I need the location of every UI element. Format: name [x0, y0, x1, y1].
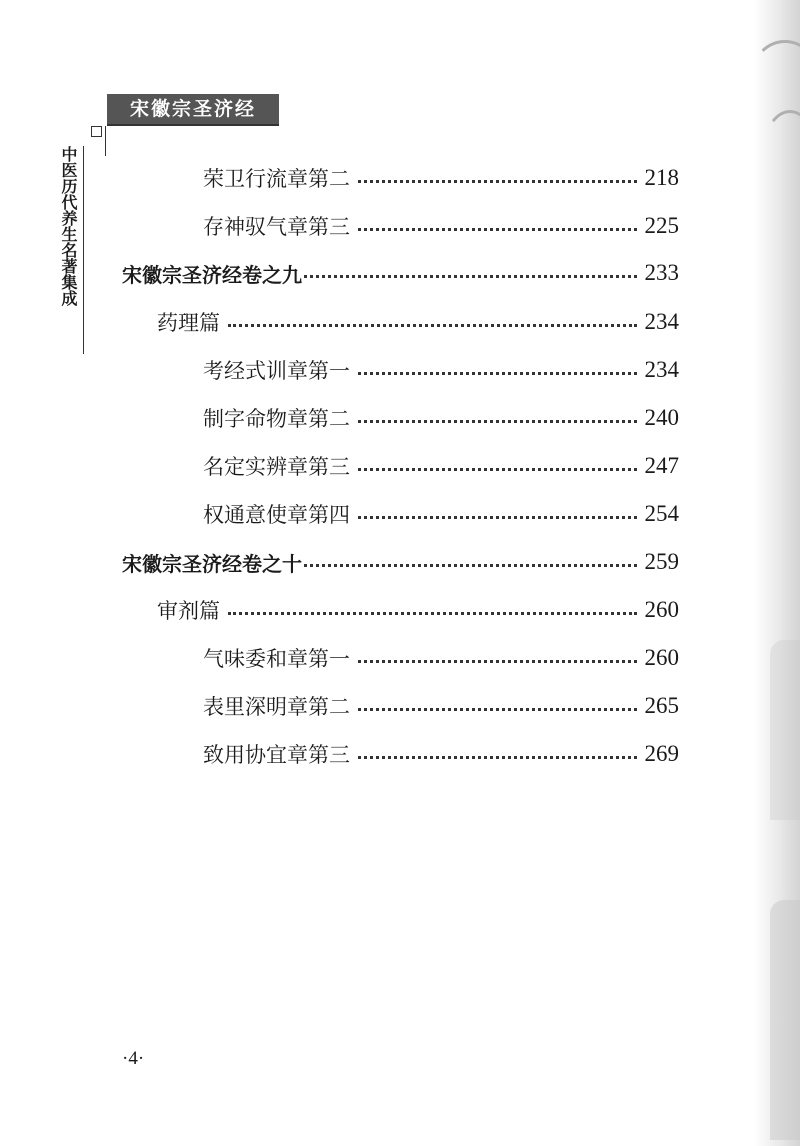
page-number: ·4·	[122, 1048, 145, 1069]
swirl-ornament	[762, 110, 800, 196]
swirl-ornament	[752, 40, 800, 106]
toc-entry-label: 致用协宜章第三	[203, 743, 350, 767]
toc-entry-label: 荣卫行流章第二	[203, 167, 350, 191]
side-rule	[83, 146, 85, 354]
dot-leader	[358, 372, 637, 375]
toc-entry-page: 247	[644, 453, 679, 478]
dot-leader	[358, 756, 637, 759]
toc-entry-label: 制字命物章第二	[203, 407, 350, 431]
toc-volume-entry[interactable]	[122, 547, 679, 577]
toc-entry[interactable]	[203, 739, 679, 769]
toc-entry-label: 药理篇	[157, 311, 220, 335]
dot-leader	[304, 564, 637, 567]
toc-volume-entry[interactable]	[122, 258, 679, 288]
toc-entry-page: 260	[644, 645, 679, 670]
toc-entry[interactable]	[203, 691, 679, 721]
toc-section-entry[interactable]	[157, 595, 679, 625]
dot-leader	[358, 660, 637, 663]
toc-entry-page: 259	[644, 549, 679, 574]
toc-entry-label: 权通意使章第四	[203, 503, 350, 527]
toc-entry-page: 234	[644, 309, 679, 334]
toc-entry[interactable]	[203, 403, 679, 433]
dot-leader	[358, 708, 637, 711]
dot-leader	[358, 468, 637, 471]
frame-rule	[105, 126, 106, 156]
toc-entry-page: 234	[644, 357, 679, 382]
dot-leader	[228, 324, 637, 327]
dot-leader	[358, 420, 637, 423]
toc-entry-label: 存神驭气章第三	[203, 215, 350, 239]
toc-entry[interactable]	[203, 451, 679, 481]
header-rule	[107, 124, 279, 126]
page-edge-decoration	[754, 0, 800, 1146]
dot-leader	[358, 516, 637, 519]
toc-entry-page: 233	[644, 260, 679, 285]
toc-entry[interactable]	[203, 499, 679, 529]
dot-leader	[358, 228, 637, 231]
book-title: 宋徽宗圣济经	[107, 94, 279, 124]
toc-entry-page: 269	[644, 741, 679, 766]
dot-leader	[228, 612, 637, 615]
toc-entry[interactable]	[203, 163, 679, 193]
toc-entry-label: 气味委和章第一	[203, 647, 350, 671]
toc-entry-label: 考经式训章第一	[203, 359, 350, 383]
dot-leader	[304, 275, 637, 278]
toc-entry-page: 254	[644, 501, 679, 526]
dot-leader	[358, 180, 637, 183]
toc-entry-page: 240	[644, 405, 679, 430]
landscape-ornament	[770, 640, 800, 820]
toc-entry-page: 260	[644, 597, 679, 622]
toc-entry-label: 宋徽宗圣济经卷之十	[122, 551, 302, 576]
toc-entry-label: 名定实辨章第三	[203, 455, 350, 479]
toc-section-entry[interactable]	[157, 307, 679, 337]
toc-entry[interactable]	[203, 355, 679, 385]
toc-entry-label: 表里深明章第二	[203, 695, 350, 719]
series-title: 中医历代养生名著集成	[59, 146, 78, 306]
toc-entry[interactable]	[203, 211, 679, 241]
landscape-ornament	[770, 900, 800, 1140]
toc-entry-label: 审剂篇	[157, 599, 220, 623]
toc-entry-page: 225	[644, 213, 679, 238]
toc-entry-label: 宋徽宗圣济经卷之九	[122, 262, 302, 287]
toc-entry-page: 218	[644, 165, 679, 190]
toc-entry[interactable]	[203, 643, 679, 673]
corner-ornament	[91, 126, 102, 137]
toc-entry-page: 265	[644, 693, 679, 718]
